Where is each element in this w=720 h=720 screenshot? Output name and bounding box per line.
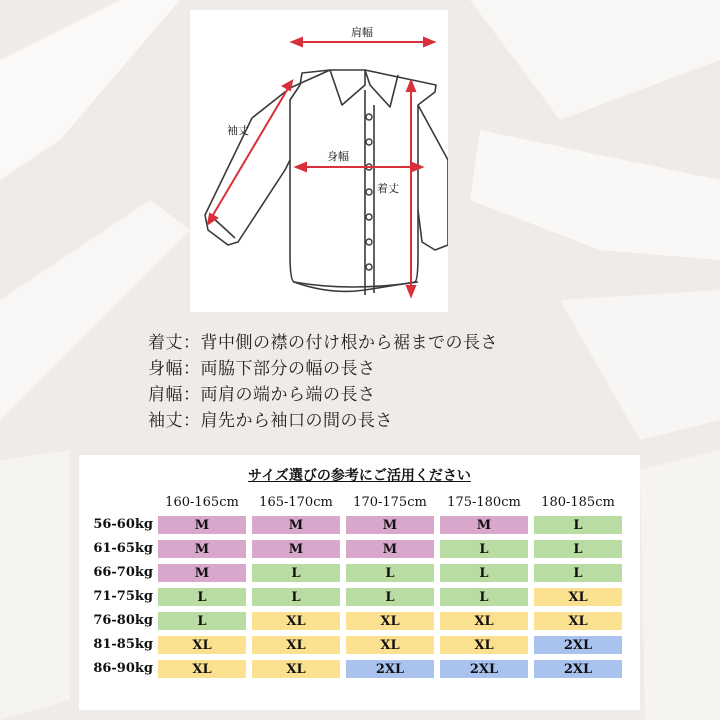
height-column-header: 175-180cm: [447, 495, 521, 510]
size-cell: 2XL: [439, 659, 529, 679]
weight-row-header: 71-75kg: [93, 589, 153, 604]
size-cell: L: [439, 587, 529, 607]
size-cell: L: [345, 563, 435, 583]
height-column-header: 160-165cm: [165, 495, 239, 510]
size-cell: M: [251, 515, 341, 535]
weight-row-header: 56-60kg: [93, 517, 153, 532]
weight-row-header: 61-65kg: [93, 541, 153, 556]
size-cell: L: [533, 515, 623, 535]
weight-row-header: 81-85kg: [93, 637, 153, 652]
size-cell: XL: [533, 587, 623, 607]
description-body-width: 身幅：両脇下部分の幅の長さ: [148, 359, 376, 379]
weight-row-header: 86-90kg: [93, 661, 153, 676]
size-cell: M: [439, 515, 529, 535]
size-cell: M: [251, 539, 341, 559]
shirt-buttons: [366, 114, 372, 270]
size-cell: XL: [251, 659, 341, 679]
size-cell: XL: [439, 635, 529, 655]
size-cell: 2XL: [533, 659, 623, 679]
size-cell: L: [157, 587, 247, 607]
size-cell: XL: [345, 635, 435, 655]
size-cell: L: [533, 539, 623, 559]
weight-row-header: 66-70kg: [93, 565, 153, 580]
size-cell: L: [439, 563, 529, 583]
weight-row-header: 76-80kg: [93, 613, 153, 628]
shoulder-width-label: 肩幅: [351, 26, 373, 39]
description-sleeve-length: 袖丈：肩先から袖口の間の長さ: [148, 411, 393, 431]
length-label: 着丈: [377, 182, 399, 195]
sleeve-length-label: 袖丈: [227, 124, 249, 137]
height-column-header: 170-175cm: [353, 495, 427, 510]
size-cell: XL: [439, 611, 529, 631]
shirt-diagram-card: [190, 10, 448, 312]
size-cell: M: [157, 539, 247, 559]
height-column-header: 165-170cm: [259, 495, 333, 510]
size-cell: L: [251, 563, 341, 583]
size-cell: XL: [251, 635, 341, 655]
size-cell: 2XL: [533, 635, 623, 655]
size-cell: XL: [345, 611, 435, 631]
size-cell: XL: [251, 611, 341, 631]
description-shoulder-width: 肩幅：両肩の端から端の長さ: [148, 385, 376, 405]
size-cell: L: [157, 611, 247, 631]
height-column-header: 180-185cm: [541, 495, 615, 510]
size-cell: M: [345, 515, 435, 535]
size-cell: L: [439, 539, 529, 559]
size-cell: XL: [533, 611, 623, 631]
size-cell: M: [345, 539, 435, 559]
description-length: 着丈：背中側の襟の付け根から裾までの長さ: [148, 333, 498, 353]
size-table-title: サイズ選びの参考にご活用ください: [248, 468, 471, 484]
size-cell: XL: [157, 659, 247, 679]
shirt-diagram: [190, 10, 448, 312]
size-cell: XL: [157, 635, 247, 655]
size-cell: L: [533, 563, 623, 583]
size-cell: M: [157, 515, 247, 535]
size-cell: 2XL: [345, 659, 435, 679]
size-table: [79, 455, 640, 710]
measurement-descriptions: [148, 330, 578, 434]
size-cell: L: [251, 587, 341, 607]
size-cell: L: [345, 587, 435, 607]
size-cell: M: [157, 563, 247, 583]
body-width-label: 身幅: [327, 150, 349, 163]
